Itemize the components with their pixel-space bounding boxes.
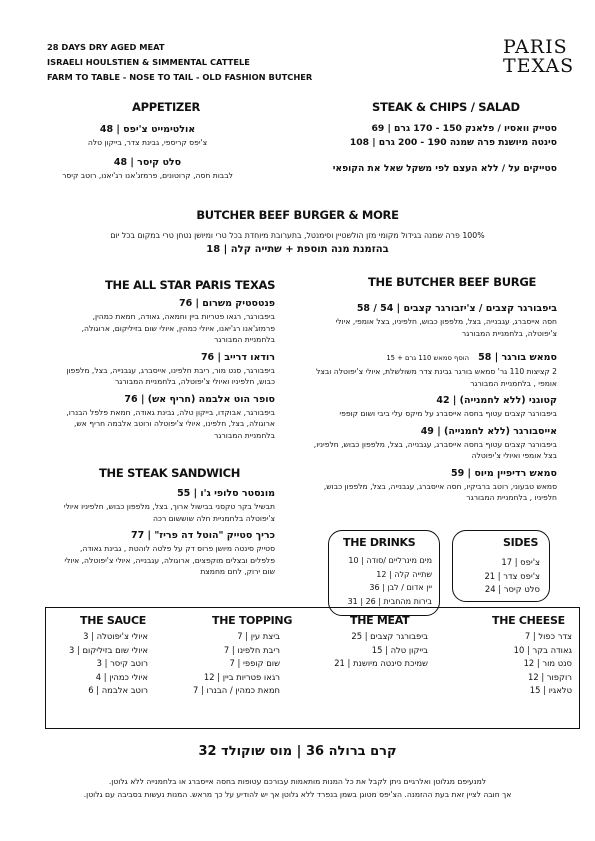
menu-item-desc: ביפבורגר, רגאו פטריות ביין וחמאה, גאודה, חמאת כמהין, פרמזג'אנו רג'יאנו, איולי כמהין, איולי שום בזיליקום, ארוגולה, בלחמניית המבורגר	[81, 312, 275, 344]
menu-line: סטייקים על / ללא העצם לפי משקל שאל את הקופאי	[332, 163, 557, 174]
menu-item-desc: ביפבורגר, סנט מור, ריבת חלפינו, אייסברג, עגבנייה, בצל, מלפפון כבוש, חלפיניו ואיולי צ'יפוטלה, בלחמניית המבורגר	[66, 365, 275, 386]
drinks-title: THE DRINKS	[343, 536, 416, 549]
sauce-item: רוטב קיסר | 3	[96, 658, 148, 669]
menu-item-desc: צ'יפס קריספי, גבינת צדר, בייקון טלה	[87, 138, 208, 147]
menu-item-name: סמאש רדיפיין מיוס | 59	[451, 467, 557, 479]
drink-item: שתייה קלה | 12	[376, 569, 432, 579]
menu-item-name: מונסטר סלופי ג'ו | 55	[177, 488, 275, 499]
tagline	[47, 40, 312, 85]
drinks-list	[336, 554, 432, 608]
menu-line: סינטה מיושנת פרה שמנה 190 - 200 גרם | 108	[349, 137, 557, 148]
sauce-list	[52, 630, 148, 698]
cheese-item: צדר כפול | 7	[524, 631, 572, 641]
cheese-title: THE CHEESE	[492, 614, 565, 627]
dessert-line: קרם ברולה 36 | מוס שוקולד 32	[198, 744, 397, 759]
menu-item-name: סופר הוט אלבמה (חריף אש) | 76	[124, 393, 275, 405]
menu-item-name: ביפבורגר קצבים / צ'יזבורגר קצבים | 54 / 58	[356, 303, 557, 314]
all-star-list	[60, 298, 275, 441]
menu-item-desc: סמאש טבעוני, רוטב ברביקיו, חסה אייסברג, עגבנייה, בצל, מלפפון כבוש, חלפיניו , בלחמניית המבורגר	[323, 481, 557, 502]
sides-title: SIDES	[503, 536, 539, 549]
sauce-item: רוטב אלבמה | 6	[88, 685, 148, 696]
topping-item: ביצת עין | 7	[237, 631, 280, 641]
sauce-item: איולי שום בזיליקום | 3	[68, 644, 148, 655]
menu-item-desc: לבבות חסה, קרוטונים, פרמזג'אנו רג'יאנו, רוטב קיסר	[62, 170, 233, 180]
menu-item-name: כריך סטייק "הוטל דה פריז" | 77	[131, 530, 275, 541]
side-item: צ'יפס | 17	[501, 557, 540, 567]
beef-burge-list	[305, 303, 557, 504]
sauce-title: THE SAUCE	[80, 614, 146, 627]
meat-item: שמיכת סינטה מיושנת | 21	[334, 658, 428, 669]
tagline-line: 28 DAYS DRY AGED MEAT	[47, 42, 165, 52]
topping-title: THE TOPPING	[212, 614, 293, 627]
side-item: סלט קיסר | 24	[484, 584, 540, 595]
sauce-item: איולי צ'יפוטלה | 3	[83, 631, 148, 641]
menu-item-desc: ביפבורגר קצבים עטוף בחסה אייסברג על מיקס עלי ביבי ושום קופפי	[339, 409, 557, 418]
burger-more-title: BUTCHER BEEF BURGER & MORE	[196, 208, 399, 222]
cheese-list	[480, 630, 572, 698]
beef-burge-title: THE BUTCHER BEEF BURGE	[368, 275, 537, 289]
tagline-line: FARM TO TABLE - NOSE TO TAIL - OLD FASHION BUTCHER	[47, 72, 313, 82]
footer-line: אך חובה לציין זאת בעת ההזמנה. הצ'יפס מטוגן בשמן בנפרד ללא גלוטן אך יש להודיע על כך מראש. המנות נעשות בסביבה עם גלוטן.	[83, 789, 512, 799]
steak-sandwich-title: THE STEAK SANDWICH	[99, 466, 241, 480]
menu-item-desc: 2 קציצות 110 גר' סמאש בורגר גבינת צדר משולשלת, איולי צ'יפוטלה ובצל אומפי , בלחמניית המבורגר	[316, 367, 557, 388]
meat-item: ביפבורגר קצבים | 25	[351, 631, 428, 641]
steak-chips-title: STEAK & CHIPS / SALAD	[372, 100, 520, 114]
topping-item: רגאו פטריות ביין | 12	[203, 671, 280, 682]
footer-notes	[20, 776, 575, 801]
logo-line: TEXAS	[503, 55, 575, 77]
menu-item-name: אולטימייט צ'יפס | 48	[99, 124, 196, 135]
burger-more-offer: בהזמנת מנה תוספת + שתייה קלה | 18	[206, 244, 389, 255]
menu-item-name: רודאו דרייב | 76	[200, 351, 275, 363]
menu-item-name: סלט קיסר | 48	[113, 156, 182, 168]
cheese-item: גאודה בקר | 10	[513, 644, 572, 655]
menu-item-name: אייסבורגר (ללא לחמנייה) | 49	[420, 425, 557, 437]
appetizer-title: APPETIZER	[132, 100, 201, 114]
menu-item-name: פנטסטיק משרום | 76	[178, 298, 275, 309]
menu-item-desc: ביפבורגר, אבוקדו, בייקון טלה, גבינת גאודה, חמאת פלפל הבנרו, ארוגולה, בצל, חלפינו, איולי צ'יפוטלה ורוטב אלבמה חריף אש, בלחמניית המבורגר	[66, 407, 275, 440]
menu-line: סטייק וואסיו / פלאנק 150 - 170 גרם | 69	[371, 123, 557, 134]
all-star-title: THE ALL STAR PARIS TEXAS	[105, 278, 276, 292]
menu-item-name: קטוגני (ללא לחמנייה) | 42	[436, 395, 557, 406]
steak-chips-list	[305, 122, 557, 176]
sides-list	[460, 556, 540, 597]
meat-title: THE MEAT	[350, 614, 410, 627]
menu-item-addon: הוסף סמאש 110 גרם + 15	[386, 354, 470, 362]
topping-item: חמאת כמהין / הבנרו | 7	[193, 685, 280, 696]
logo-line: PARIS	[503, 36, 568, 58]
steak-sandwich-list	[60, 488, 275, 578]
menu-item-desc: סטייק סינטה מיושן פרוס דק על פלטה לוהטת , גבינת גאודה, פלפלים ובצלים מוקפצים, ארוגולה, עגבנייה, איולי צ'יפוטלה, איולי שום ירוק, לחם מחמצת	[64, 544, 275, 576]
menu-item-name: סמאש בורגר | 58	[478, 352, 557, 363]
drink-item: יין אדום / לבן | 36	[369, 583, 432, 593]
tagline-line: ISRAELI HOULSTIEN & SIMMENTAL CATTELE	[47, 57, 250, 67]
menu-item-desc: תבשיל בקר טקסני בבישול ארוך, בצל, מלפפון כבוש, חלפיניו איולי צ'יפוטלה בלחמניית חלה שוששום רכה	[63, 502, 275, 523]
topping-item: ריבת חלפינו | 7	[223, 644, 280, 655]
burger-more-desc: 100% פרה שמנה בגידול מקומי מזן הולשטיין וסימנטל, בתערובת מיוחדת בכל טרי ומיושן נטחן טרי במקום בכל יום	[110, 231, 485, 240]
cheese-item: טלאגיו | 15	[529, 685, 572, 696]
cheese-item: סנט מור | 12	[523, 658, 572, 669]
drink-item: בירות מהחבית | 26 | 31	[347, 596, 432, 606]
side-item: צ'יפס צדר | 21	[484, 570, 540, 581]
drink-item: מים מינרליים /סודה | 10	[348, 556, 432, 565]
footer-line: למנעיפם מגלוטן ואלרגיים ניתן לקבל את כל המנות מותאמות עבורכם עטופות בחסה אייסברג או בלחמנייה ללא גלוטן.	[108, 777, 487, 786]
topping-list	[180, 630, 280, 698]
sauce-item: איולי כמהין | 4	[95, 671, 148, 682]
menu-item-row	[305, 345, 557, 364]
menu-item-desc: חסה אייסברג, עגבנייה, בצל, מלפפון כבוש, חלפיניו, בצל אומפי, איולי צ'יפוטלה, בלחמניית המבורגר	[335, 317, 557, 338]
topping-item: שום קופפי | 7	[229, 658, 280, 669]
appetizer-list	[60, 124, 235, 181]
menu-item-desc: ביפבורגר קצבים עטוף בחסה אייסברג, עגבנייה, בצל, מלפפון כבוש, חלפיניו, בצל אומפי ואיולי צ'יפוטלה	[313, 439, 557, 460]
meat-item: בייקון טלה | 15	[371, 644, 428, 655]
meat-list	[310, 630, 428, 671]
cheese-item: רוקפור | 12	[527, 671, 572, 682]
logo	[503, 36, 575, 77]
